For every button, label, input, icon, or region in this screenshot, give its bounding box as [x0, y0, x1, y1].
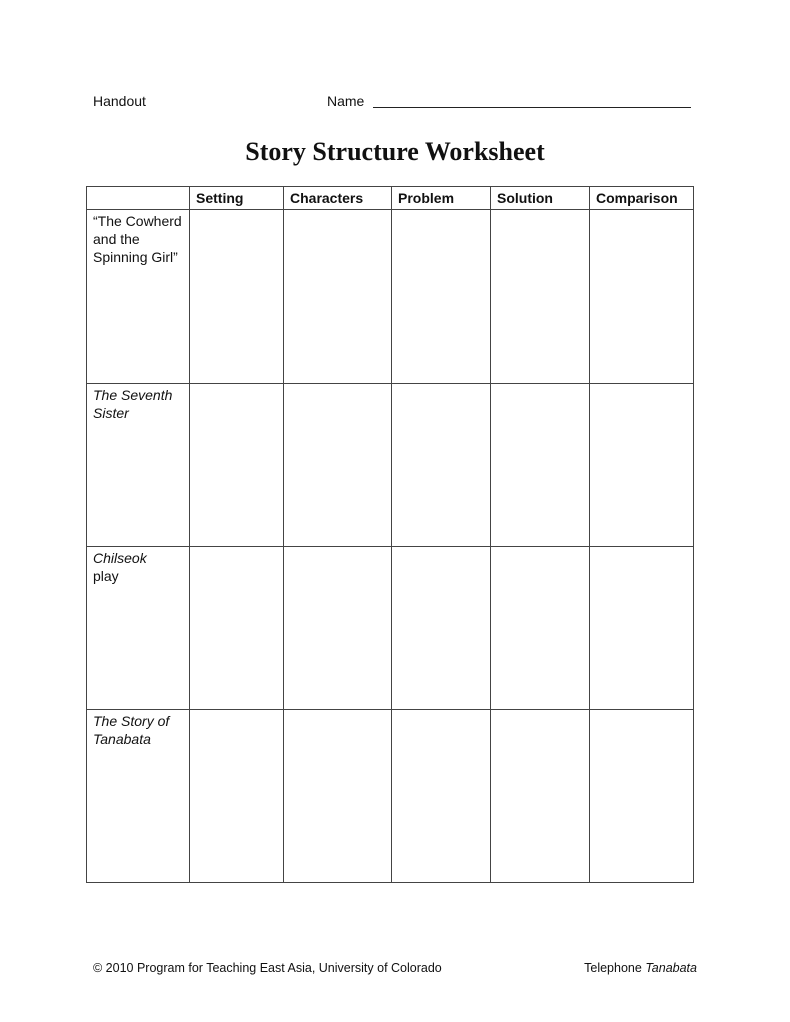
column-header-characters: Characters: [284, 187, 392, 210]
cell-characters[interactable]: [284, 547, 392, 710]
row-label: [87, 710, 190, 883]
cell-characters[interactable]: [284, 710, 392, 883]
row-label: [87, 547, 190, 710]
cell-setting[interactable]: [190, 710, 284, 883]
handout-label: Handout: [93, 93, 146, 109]
footer-right-text: Telephone: [584, 961, 642, 975]
table-row: [87, 547, 694, 710]
cell-setting[interactable]: [190, 210, 284, 384]
row-label-text: play: [93, 568, 119, 584]
page-title: Story Structure Worksheet: [245, 137, 545, 166]
column-header-solution: Solution: [491, 187, 590, 210]
footer-right: [584, 961, 697, 975]
cell-problem[interactable]: [392, 547, 491, 710]
column-header-blank: [87, 187, 190, 210]
cell-problem[interactable]: [392, 384, 491, 547]
name-label: Name: [327, 93, 365, 109]
row-label-text: “The Cowherd and the Spinning Girl”: [93, 213, 182, 265]
footer-right-italic: Tanabata: [645, 961, 697, 975]
cell-solution[interactable]: [491, 210, 590, 384]
row-label: [87, 210, 190, 384]
name-blank-line[interactable]: [373, 107, 691, 108]
story-structure-table: [86, 186, 694, 883]
cell-problem[interactable]: [392, 710, 491, 883]
table-row: [87, 384, 694, 547]
table-row: [87, 210, 694, 384]
cell-comparison[interactable]: [590, 384, 694, 547]
row-label: [87, 384, 190, 547]
row-label-title: The Seventh Sister: [93, 387, 173, 421]
cell-problem[interactable]: [392, 210, 491, 384]
cell-solution[interactable]: [491, 710, 590, 883]
cell-setting[interactable]: [190, 547, 284, 710]
cell-characters[interactable]: [284, 210, 392, 384]
row-label-title: Chilseok: [93, 550, 147, 566]
cell-characters[interactable]: [284, 384, 392, 547]
table-row: [87, 710, 694, 883]
row-label-title: The Story of Tanabata: [93, 713, 170, 747]
cell-solution[interactable]: [491, 547, 590, 710]
column-header-comparison: Comparison: [590, 187, 694, 210]
cell-comparison[interactable]: [590, 210, 694, 384]
column-header-problem: Problem: [392, 187, 491, 210]
cell-setting[interactable]: [190, 384, 284, 547]
column-header-setting: Setting: [190, 187, 284, 210]
footer-copyright: © 2010 Program for Teaching East Asia, University of Colorado: [93, 961, 442, 975]
cell-comparison[interactable]: [590, 547, 694, 710]
header-row: [87, 187, 694, 210]
cell-comparison[interactable]: [590, 710, 694, 883]
cell-solution[interactable]: [491, 384, 590, 547]
